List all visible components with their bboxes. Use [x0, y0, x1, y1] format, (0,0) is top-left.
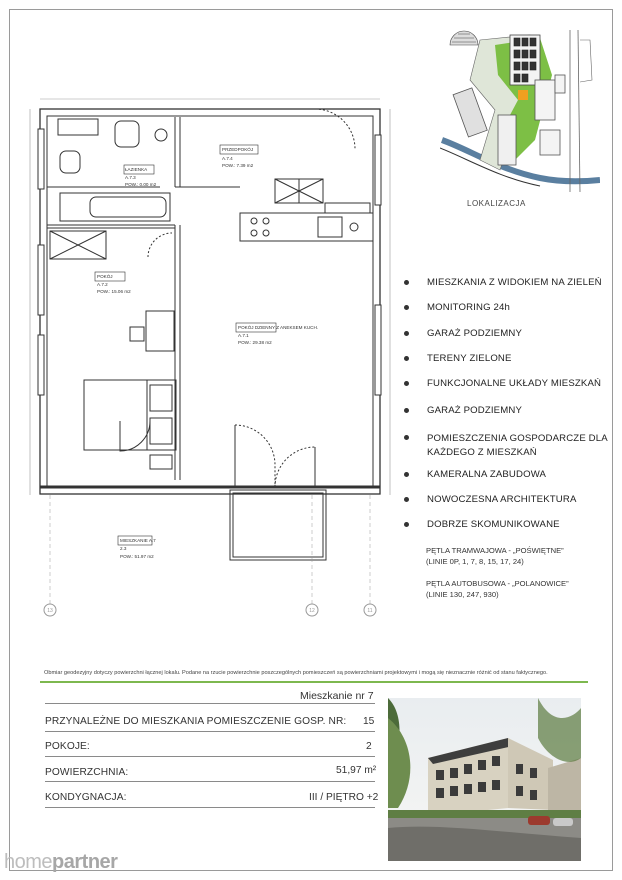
grid-label-3: 11 — [367, 608, 373, 614]
storage-value: 15 — [363, 716, 375, 727]
location-map — [440, 20, 600, 192]
rooms-value: 2 — [366, 741, 372, 752]
feature-item: GARAŻ PODZIEMNY — [404, 405, 609, 417]
room-dzienny-name: POKÓJ DZIENNY Z ANEKSEM KUCH. — [238, 325, 319, 330]
floor-value: III / PIĘTRO +2 — [309, 792, 379, 803]
storage-label: PRZYNALEŻNE DO MIESZKANIA POMIESZCZENIE GOSP. NR: — [45, 716, 347, 727]
location-label: LOKALIZACJA — [467, 199, 526, 208]
divider — [45, 781, 375, 782]
divider — [45, 807, 375, 808]
room-pokoj-name: POKÓJ — [97, 274, 113, 279]
room-pokoj-code: A.7.2 — [97, 282, 108, 287]
bullet-icon — [404, 472, 409, 477]
apartment-summary-code: 2.3 — [120, 546, 127, 551]
bullet-icon — [404, 381, 409, 386]
feature-item: MIESZKANIA Z WIDOKIEM NA ZIELEŃ — [404, 277, 609, 289]
bullet-icon — [404, 331, 409, 336]
bus-title: PĘTLA AUTOBUSOWA - „POLANOWICE” — [426, 579, 569, 588]
apartment-number: Mieszkanie nr 7 — [300, 690, 374, 702]
building-photo — [388, 698, 581, 861]
bullet-icon — [404, 408, 409, 413]
room-przedpokoj-area: POW.: 7.39 m2 — [222, 163, 254, 168]
feature-item: GARAŻ PODZIEMNY — [404, 328, 609, 340]
brand-logo: homepartner — [4, 851, 118, 873]
tram-title: PĘTLA TRAMWAJOWA - „POŚWIĘTNE” — [426, 546, 564, 555]
bullet-icon — [404, 305, 409, 310]
room-lazienka-name: ŁAZIENKA — [125, 167, 148, 172]
floor-label: KONDYGNACJA: — [45, 792, 127, 803]
feature-item: POMIESZCZENIA GOSPODARCZE DLA KAŻDEGO Z MIESZKAŃ — [404, 432, 609, 460]
room-lazienka-code: A.7.3 — [125, 175, 136, 180]
disclaimer: Obmiar geodezyjny dotyczy powierzchni łącznej lokalu. Podane na rzucie powierzchnie poszczególnych pomieszczeń są powierzchniami projektowymi i mogą się nieznacznie różnić od stanu faktycznego. — [44, 670, 548, 676]
feature-item: KAMERALNA ZABUDOWA — [404, 469, 609, 481]
bullet-icon — [404, 522, 409, 527]
grid-label-2: 12 — [309, 608, 315, 614]
room-dzienny-code: A.7.1 — [238, 333, 249, 338]
apartment-summary-area: POW.: 51.97 m2 — [120, 554, 154, 559]
bullet-icon — [404, 435, 409, 440]
divider — [45, 703, 375, 704]
divider — [45, 731, 375, 732]
feature-item: TERENY ZIELONE — [404, 353, 609, 365]
feature-item: DOBRZE SKOMUNIKOWANE — [404, 519, 609, 531]
accent-rule — [40, 681, 588, 683]
apartment-summary-name: MIESZKANIE A.7 — [120, 538, 156, 543]
tram-lines: (LINIE 0P, 1, 7, 8, 15, 17, 24) — [426, 557, 524, 566]
feature-item: FUNKCJONALNE UKŁADY MIESZKAŃ — [404, 378, 609, 390]
divider — [45, 756, 375, 757]
grid-label-1: 13 — [47, 608, 53, 614]
room-dzienny-area: POW.: 29.38 m2 — [238, 340, 272, 345]
bus-lines: (LINIE 130, 247, 930) — [426, 590, 499, 599]
feature-item: NOWOCZESNA ARCHITEKTURA — [404, 494, 609, 506]
rooms-label: POKOJE: — [45, 741, 90, 752]
room-pokoj-area: POW.: 15.06 m2 — [97, 289, 131, 294]
room-przedpokoj-name: PRZEDPOKÓJ — [222, 147, 254, 152]
bullet-icon — [404, 280, 409, 285]
room-przedpokoj-code: A.7.4 — [222, 156, 233, 161]
room-lazienka-area: POW.: 0.00 m2 — [125, 182, 157, 187]
bullet-icon — [404, 497, 409, 502]
feature-item: MONITORING 24h — [404, 302, 609, 314]
floor-plan — [20, 95, 400, 625]
area-label: POWIERZCHNIA: — [45, 767, 129, 778]
area-value: 51,97 m² — [336, 765, 377, 776]
bullet-icon — [404, 356, 409, 361]
